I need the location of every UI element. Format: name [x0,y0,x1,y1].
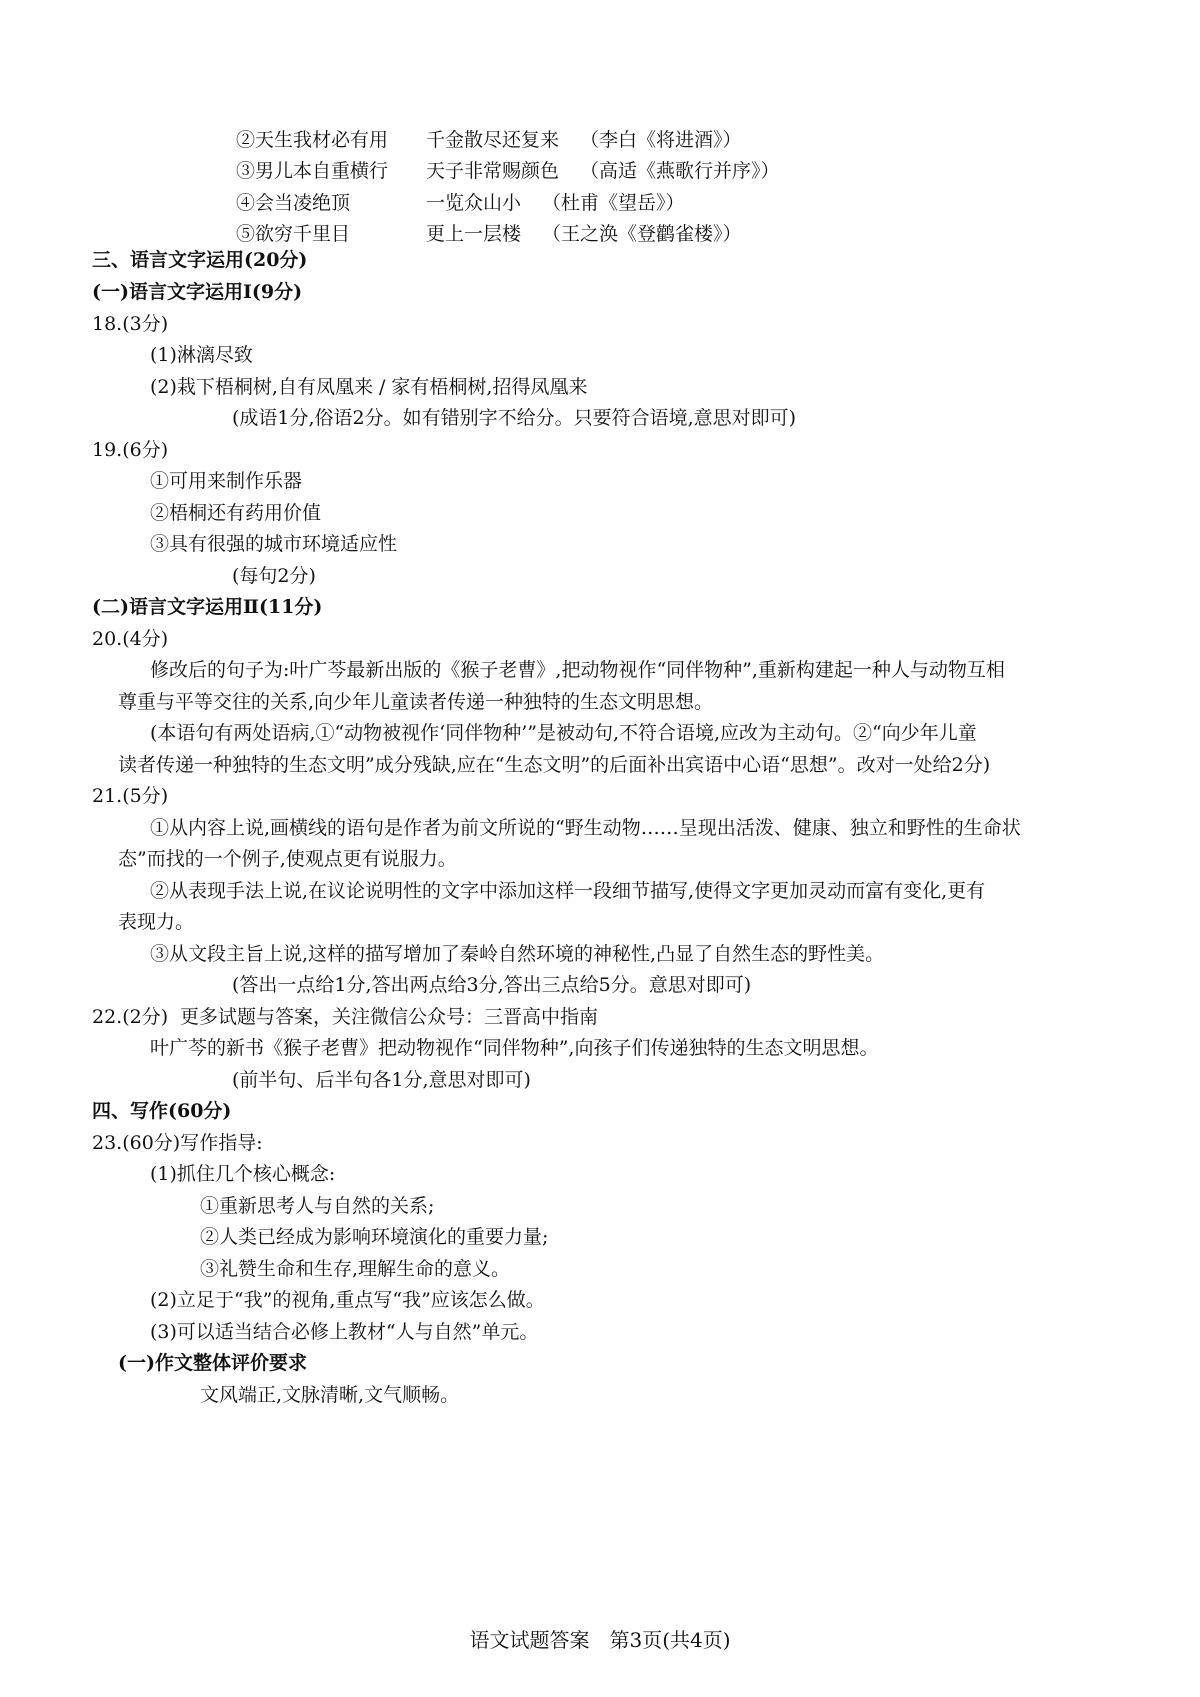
poem-line-2: 天子非常赐颜色 [426,160,560,182]
q23-concept-3: ③礼赞生命和生存,理解生命的意义。 [200,1258,511,1280]
q21-point-2-line-2: 表现力。 [118,911,195,933]
q19-answer-2: ②梧桐还有药用价值 [150,502,322,524]
q21-point-3: ③从文段主旨上说,这样的描写增加了秦岭自然环境的神秘性,凸显了自然生态的野性美。 [150,943,885,965]
q22-answer: 叶广芩的新书《猴子老曹》把动物视作“同伴物种”,向孩子们传递独特的生态文明思想。 [150,1037,879,1059]
q20-revised-line-2: 尊重与平等交往的关系,向少年儿童读者传递一种独特的生态文明思想。 [118,691,714,713]
section-4-title: 四、写作(60分) [92,1100,232,1122]
q19-heading: 19.(6分) [92,439,169,461]
q23-concept-1: ①重新思考人与自然的关系; [200,1195,435,1217]
q22-heading: 22.(2分) [92,1006,169,1028]
q23-guide-2: (2)立足于“我”的视角,重点写“我”应该怎么做。 [150,1289,545,1311]
q23-guide-3: (3)可以适当结合必修上教材“人与自然”单元。 [150,1321,539,1343]
poem-source: （杜甫《望岳》） [542,192,685,214]
q20-heading: 20.(4分) [92,628,169,650]
poem-source: （高适《燕歌行并序》） [580,160,780,182]
page-footer: 语文试题答案 第3页(共4页) [469,1628,731,1652]
poem-source: （王之涣《登鹳雀楼》） [542,223,742,245]
poem-line-2: 千金散尽还复来 [426,129,560,151]
poem-line-1: ②天生我材必有用 [236,129,389,151]
q21-scoring-note: (答出一点给1分,答出两点给3分,答出三点给5分。意思对即可) [232,974,752,996]
q20-explanation-line-2: 读者传递一种独特的生态文明”成分残缺,应在“生态文明”的后面补出宾语中心语“思想”。改对一处给2分) [118,754,991,776]
q23-heading: 23.(60分)写作指导: [92,1132,263,1154]
q19-answer-1: ①可用来制作乐器 [150,470,303,492]
q21-point-2-line-1: ②从表现手法上说,在议论说明性的文字中添加这样一段细节描写,使得文字更加灵动而富有变化,更有 [150,880,986,902]
poem-line-2: 一览众山小 [426,192,522,214]
q18-answer-1: (1)淋漓尽致 [150,344,253,366]
q21-point-1-line-2: 态”而找的一个例子,使观点更有说服力。 [118,848,457,870]
q22-scoring-note: (前半句、后半句各1分,意思对即可) [232,1069,531,1091]
poem-line-2: 更上一层楼 [426,223,522,245]
q19-scoring-note: (每句2分) [232,565,316,587]
q20-revised-line-1: 修改后的句子为:叶广芩最新出版的《猴子老曹》,把动物视作“同伴物种”,重新构建起一种人与动物互相 [150,659,1005,681]
q18-scoring-note: (成语1分,俗语2分。如有错别字不给分。只要符合语境,意思对即可) [232,407,797,429]
q18-answer-2: (2)栽下梧桐树,自有凤凰来 / 家有梧桐树,招得凤凰来 [150,376,588,398]
poem-line-1: ③男儿本自重横行 [236,160,389,182]
poem-line-1: ⑤欲穷千里目 [236,223,351,245]
q19-answer-3: ③具有很强的城市环境适应性 [150,533,398,555]
section-3-part-2-title: (二)语言文字运用Ⅱ(11分) [92,596,323,618]
q21-heading: 21.(5分) [92,785,169,807]
q23-evaluation-text: 文风端正,文脉清晰,文气顺畅。 [200,1384,460,1406]
q21-point-1-line-1: ①从内容上说,画横线的语句是作者为前文所说的“野生动物……呈现出活泼、健康、独立和野性的生命状 [150,817,1021,839]
q23-evaluation-title: (一)作文整体评价要求 [118,1352,307,1374]
poem-source: （李白《将进酒》） [580,129,742,151]
section-3-title: 三、语言文字运用(20分) [92,249,308,271]
poem-line-1: ④会当凌绝顶 [236,192,351,214]
q18-heading: 18.(3分) [92,313,169,335]
q23-concept-2: ②人类已经成为影响环境演化的重要力量; [200,1226,549,1248]
q23-guide-1: (1)抓住几个核心概念: [150,1163,336,1185]
q20-explanation-line-1: (本语句有两处语病,①“动物被视作‘同伴物种’”是被动句,不符合语境,应改为主动句。②“向少年儿童 [150,722,977,744]
section-3-part-1-title: (一)语言文字运用Ⅰ(9分) [92,281,303,303]
q22-promo-text: 更多试题与答案，关注微信公众号：三晋高中指南 [180,1006,599,1028]
